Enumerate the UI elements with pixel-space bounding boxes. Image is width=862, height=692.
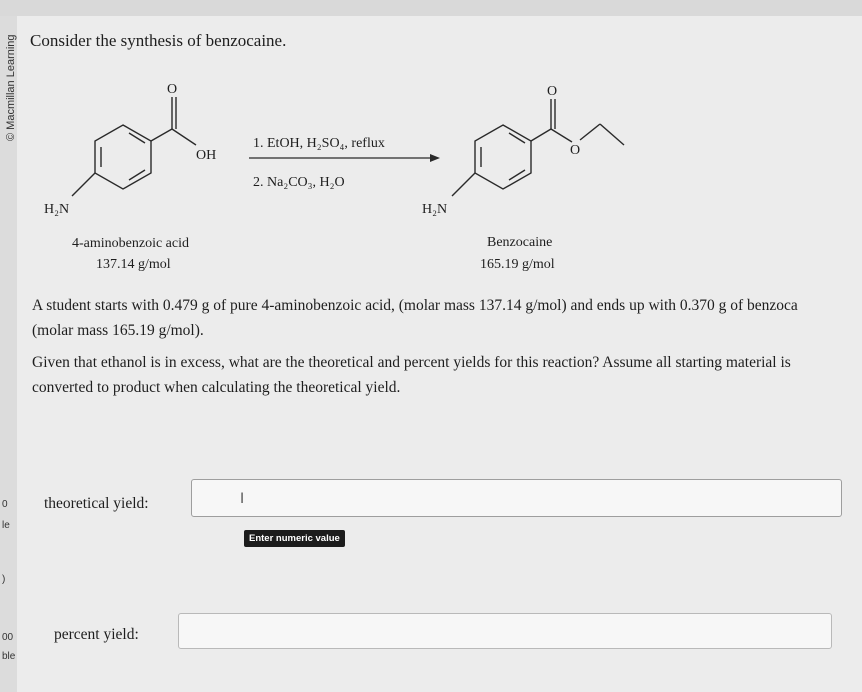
product-molar-mass: 165.19 g/mol <box>480 257 555 272</box>
percent-yield-input[interactable] <box>178 613 832 649</box>
sidebar-fragment: 0 <box>2 499 8 510</box>
product-amine: H₂N <box>422 202 448 217</box>
text-cursor-icon: I <box>240 491 245 507</box>
reactant-hydroxyl: OH <box>196 148 217 163</box>
reactant-amine: H₂N <box>44 202 70 217</box>
sidebar-fragment: ) <box>2 574 6 585</box>
theoretical-yield-label: theoretical yield: <box>44 495 149 512</box>
question-text-line-4: converted to product when calculating the theoretical yield. <box>32 379 401 396</box>
product-benzene-ring <box>475 125 531 189</box>
percent-yield-label: percent yield: <box>54 626 139 643</box>
product-carbonyl-oxygen: O <box>547 84 558 99</box>
sidebar-fragment: le <box>2 520 10 531</box>
reactant-benzene-ring <box>95 125 151 189</box>
question-text-line-2: (molar mass 165.19 g/mol). <box>32 322 204 339</box>
reaction-step-1: 1. EtOH, H₂SO₄, reflux <box>253 136 385 151</box>
reactant-carbonyl-oxygen: O <box>167 82 178 97</box>
copyright-credit: © Macmillan Learning <box>5 34 17 141</box>
product-name: Benzocaine <box>487 235 553 250</box>
sidebar-fragment: 00 <box>2 632 14 643</box>
numeric-value-tooltip: Enter numeric value <box>244 530 345 547</box>
product-ester-oxygen: O <box>570 143 581 158</box>
question-title: Consider the synthesis of benzocaine. <box>30 31 287 50</box>
sidebar-fragment: ble <box>2 651 16 662</box>
question-text-line-1: A student starts with 0.479 g of pure 4-aminobenzoic acid, (molar mass 137.14 g/mol) and ends up with 0.370 g of benzoca <box>32 297 798 314</box>
reactant-molar-mass: 137.14 g/mol <box>96 257 171 272</box>
reaction-step-2: 2. Na₂CO₃, H₂O <box>253 175 345 190</box>
reactant-name: 4-aminobenzoic acid <box>72 236 190 251</box>
theoretical-yield-input[interactable] <box>191 479 842 517</box>
question-text-line-3: Given that ethanol is in excess, what are the theoretical and percent yields for this reaction? Assume all starting material is <box>32 354 791 371</box>
